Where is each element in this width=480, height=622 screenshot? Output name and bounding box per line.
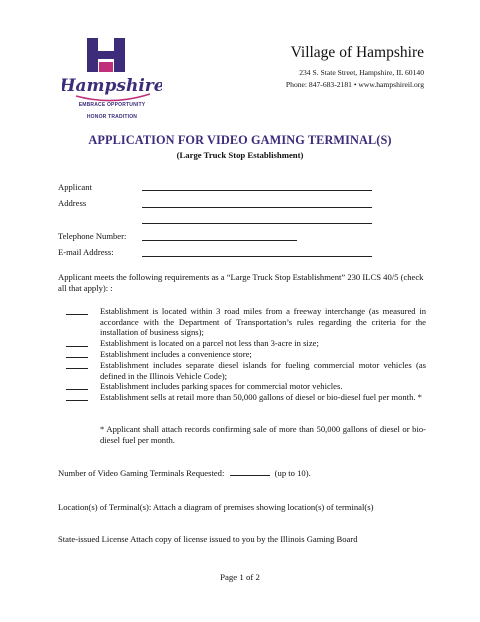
telephone-label: Telephone Number: bbox=[58, 231, 127, 241]
form-title: APPLICATION FOR VIDEO GAMING TERMINAL(S) bbox=[88, 133, 392, 147]
requirement-checkline[interactable] bbox=[66, 368, 88, 369]
form-subtitle: (Large Truck Stop Establishment) bbox=[176, 150, 304, 160]
email-label: E-mail Address: bbox=[58, 247, 114, 257]
village-logo bbox=[62, 36, 162, 126]
terminals-suffix: (up to 10). bbox=[274, 468, 311, 478]
page-number: Page 1 of 2 bbox=[220, 572, 260, 582]
diesel-footnote: * Applicant shall attach records confirming sale of more than 50,000 gallons of diesel or bio-diesel fuel per month. bbox=[100, 424, 426, 445]
requirements-intro: Applicant meets the following requirements as a “Large Truck Stop Establishment” 230 ILCS 40/5 (check all that apply): : bbox=[58, 272, 424, 293]
telephone-line[interactable] bbox=[142, 240, 297, 241]
logo-tagline-1: EMBRACE OPPORTUNITY bbox=[78, 102, 146, 108]
email-line[interactable] bbox=[142, 256, 372, 257]
svg-text:Hampshire: Hampshire bbox=[62, 76, 162, 96]
village-address: 234 S. State Street, Hampshire, IL 60140 bbox=[299, 68, 424, 77]
terminal-location-text: Location(s) of Terminal(s): Attach a diagram of premises showing location(s) of terminal(s) bbox=[58, 502, 374, 512]
requirement-checkline[interactable] bbox=[66, 400, 88, 401]
requirement-text: Establishment sells at retail more than 50,000 gallons of diesel or bio-diesel fuel per month. * bbox=[100, 392, 422, 402]
requirement-checkline[interactable] bbox=[66, 314, 88, 315]
logo-tagline-2: HONOR TRADITION bbox=[86, 114, 138, 120]
requirement-text: Establishment includes parking spaces for commercial motor vehicles. bbox=[100, 381, 343, 391]
address-label: Address bbox=[58, 198, 87, 208]
terminals-label: Number of Video Gaming Terminals Requested: bbox=[58, 468, 225, 478]
village-name: Village of Hampshire bbox=[290, 44, 424, 61]
requirement-checkline[interactable] bbox=[66, 357, 88, 358]
terminals-requested bbox=[58, 468, 311, 479]
village-phone-web: Phone: 847-683-2181 • www.hampshireil.org bbox=[285, 80, 424, 89]
terminals-count-line[interactable] bbox=[230, 475, 270, 476]
requirement-text: Establishment includes a convenience store; bbox=[100, 349, 252, 359]
requirement-text: Establishment includes separate diesel islands for fueling commercial motor vehicles (as defined in the Illinois Vehicle Code); bbox=[100, 360, 426, 381]
applicant-label: Applicant bbox=[58, 182, 92, 192]
applicant-line[interactable] bbox=[142, 190, 372, 191]
requirement-checkline[interactable] bbox=[66, 389, 88, 390]
state-license-text: State-issued License Attach copy of license issued to you by the Illinois Gaming Board bbox=[58, 534, 358, 544]
requirement-text: Establishment is located on a parcel not less than 3-acre in size; bbox=[100, 338, 319, 348]
requirement-text: Establishment is located within 3 road miles from a freeway interchange (as measured in accordance with the Department of Transportation’s rules regarding the criteria for the installation of business signs); bbox=[100, 306, 426, 338]
address-line-2[interactable] bbox=[142, 223, 372, 224]
address-line-1[interactable] bbox=[142, 207, 372, 208]
requirement-checkline[interactable] bbox=[66, 346, 88, 347]
